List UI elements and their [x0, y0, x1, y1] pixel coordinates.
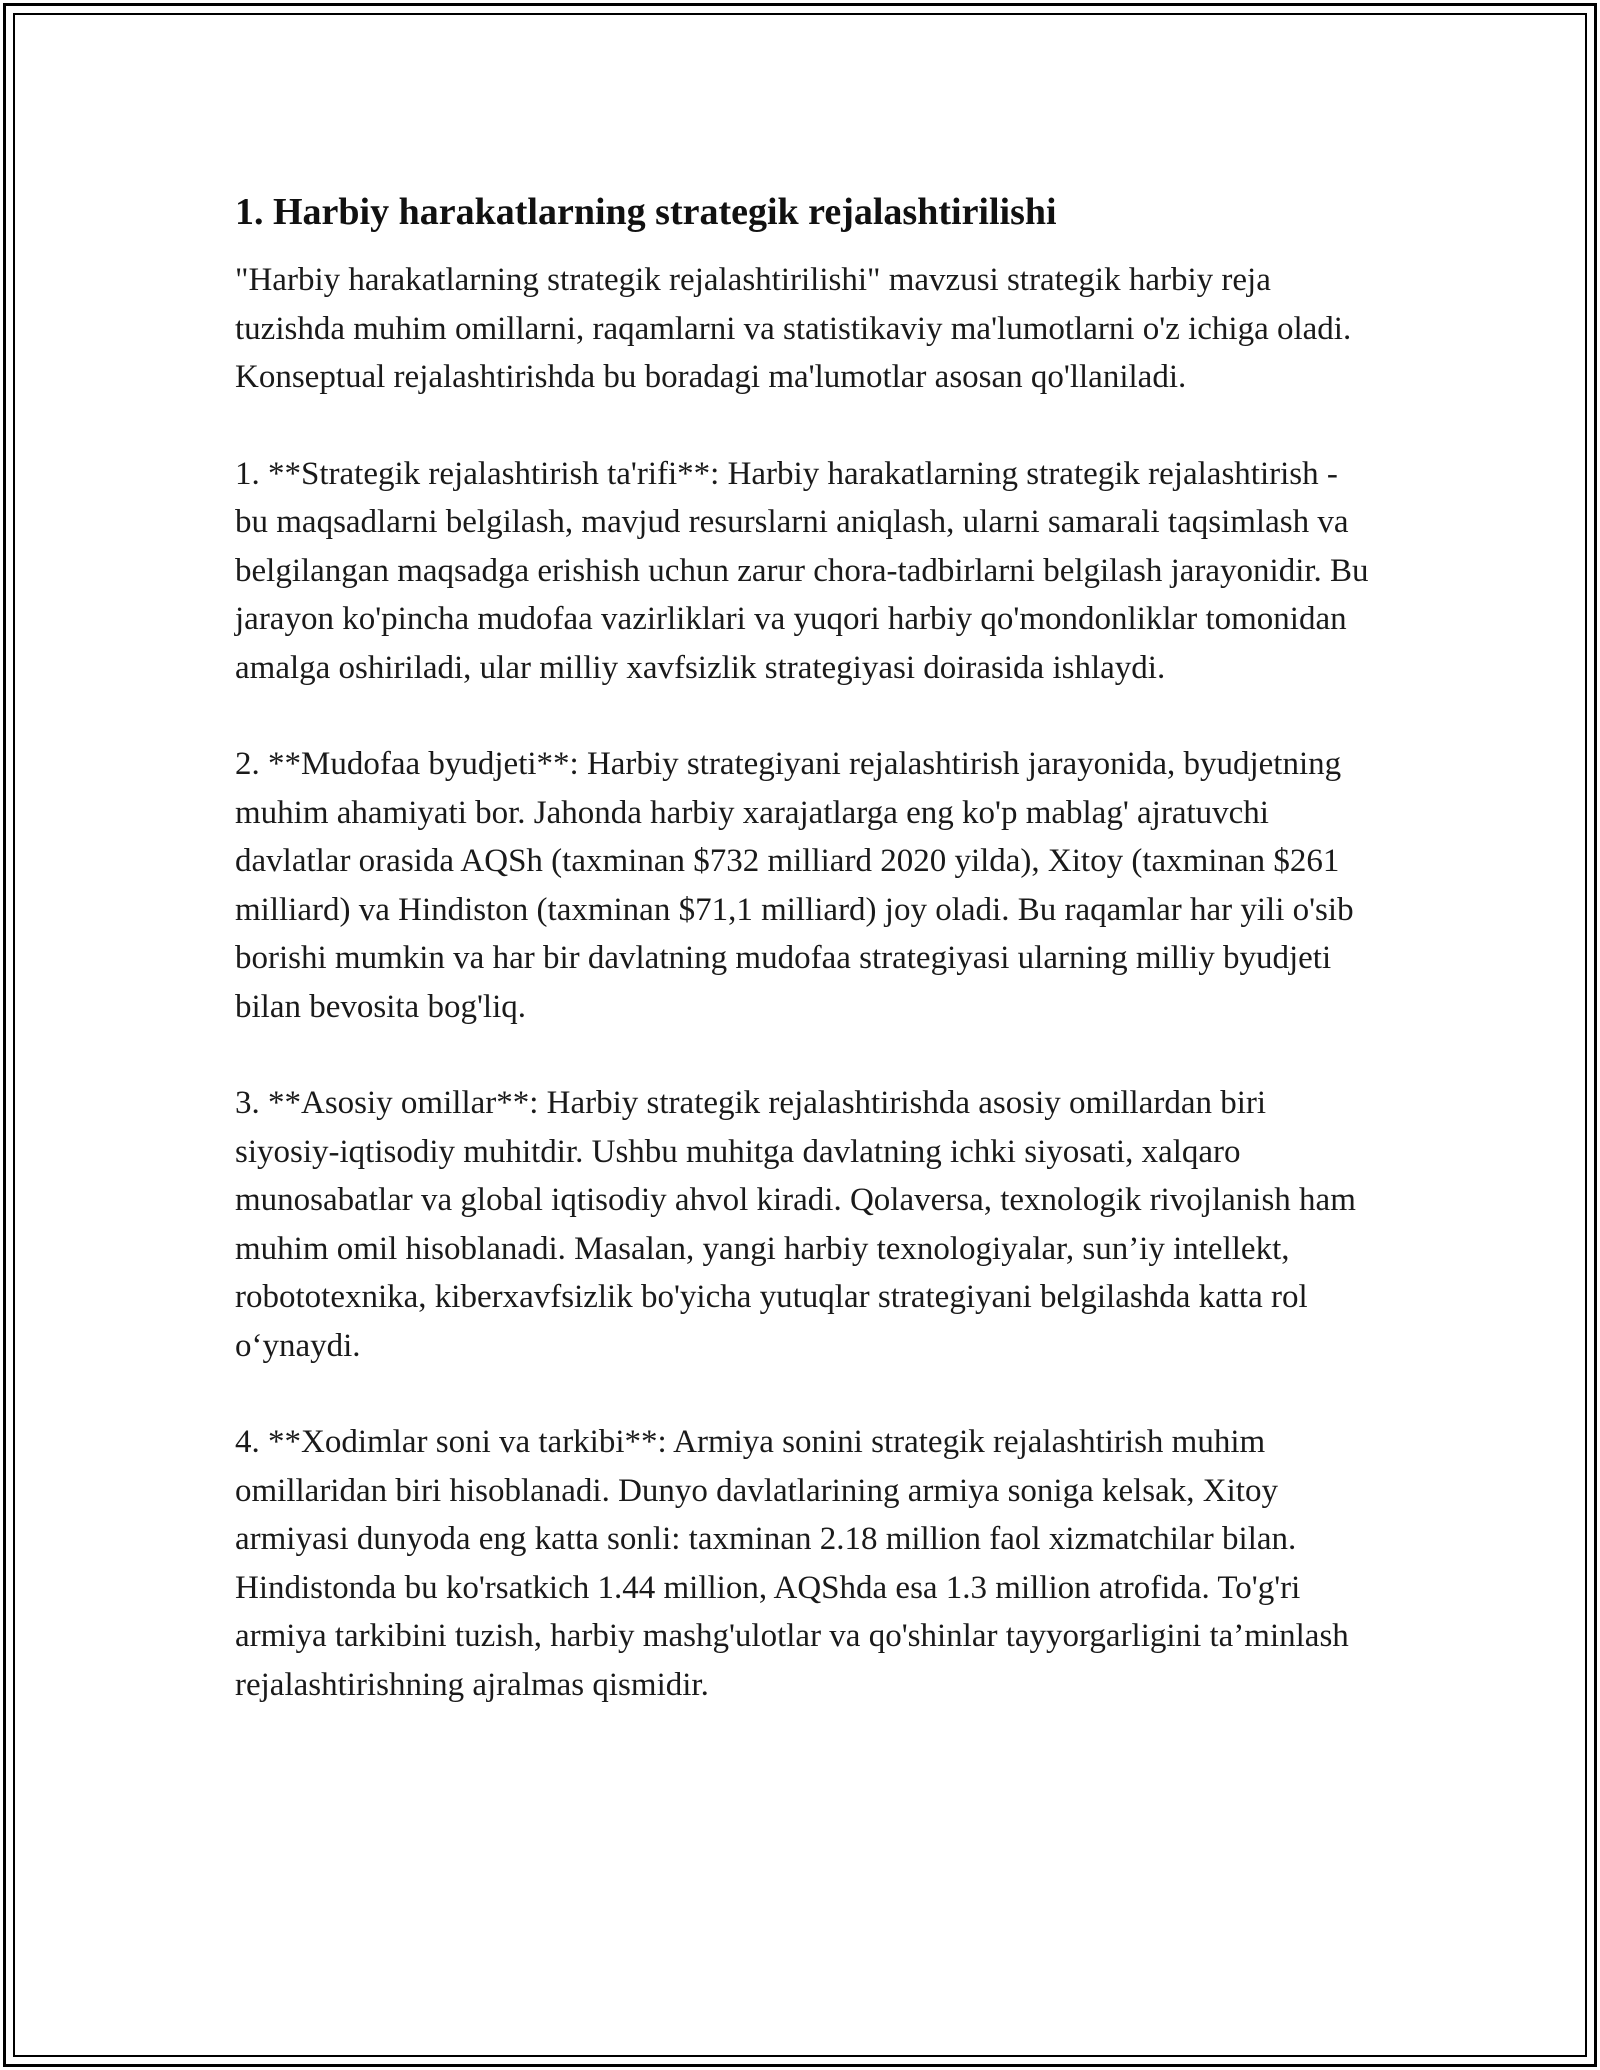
document-body — [235, 188, 1375, 1757]
paragraph-strategic-planning-definition: 1. **Strategik rejalashtirish ta'rifi**: Harbiy harakatlarning strategik rejalashtirish - bu maqsadlarni belgilash, mavjud resurslarni aniqlash, ularni samarali taqsimlash va belgilangan maqsadga erishish uchun zarur chora-tadbirlarni belgilash jarayonidir. Bu jarayon ko'pincha mudofaa vazirliklari va yuqori harbiy qo'mondonliklar tomonidan amalga oshiriladi, ular milliy xavfsizlik strategiyasi doirasida ishlaydi. — [235, 455, 1369, 686]
paragraph-defense-budget: 2. **Mudofaa byudjeti**: Harbiy strategiyani rejalashtirish jarayonida, byudjetning muhim ahamiyati bor. Jahonda harbiy xarajatlarga eng ko'p mablag' ajratuvchi davlatlar orasida AQSh (taxminan $732 milliard 2020 yilda), Xitoy (taxminan $261 milliard) va Hindiston (taxminan $71,1 milliard) joy oladi. Bu raqamlar har yili o'sib borishi mumkin va har bir davlatning mudofaa strategiyasi ularning milliy byudjeti bilan bevosita bog'liq. — [235, 746, 1354, 1025]
document-title: 1. Harbiy harakatlarning strategik rejalashtirilishi — [235, 191, 1057, 233]
paragraph-main-factors: 3. **Asosiy omillar**: Harbiy strategik rejalashtirishda asosiy omillardan biri siyosiy-iqtisodiy muhitdir. Ushbu muhitga davlatning ichki siyosati, xalqaro munosabatlar va global iqtisodiy ahvol kiradi. Qolaversa, texnologik rivojlanish ham muhim omil hisoblanadi. Masalan, yangi harbiy texnologiyalar, sun’iy intellekt, robototexnika, kiberxavfsizlik bo'yicha yutuqlar strategiyani belgilashda katta rol o‘ynaydi. — [235, 1085, 1356, 1364]
paragraph-personnel: 4. **Xodimlar soni va tarkibi**: Armiya sonini strategik rejalashtirish muhim omillaridan biri hisoblanadi. Dunyo davlatlarining armiya soniga kelsak, Xitoy armiyasi dunyoda eng katta sonli: taxminan 2.18 million faol xizmatchilar bilan. Hindistonda bu ko'rsatkich 1.44 million, AQShda esa 1.3 million atrofida. To'g'ri armiya tarkibini tuzish, harbiy mashg'ulotlar va qo'shinlar tayyorgarligini ta’minlash rejalashtirishning ajralmas qismidir. — [235, 1424, 1349, 1703]
intro-paragraph: "Harbiy harakatlarning strategik rejalashtirilishi" mavzusi strategik harbiy reja tuzishda muhim omillarni, raqamlarni va statistikaviy ma'lumotlarni o'z ichiga oladi. Konseptual rejalashtirishda bu boradagi ma'lumotlar asosan qo'llaniladi. — [235, 262, 1352, 395]
